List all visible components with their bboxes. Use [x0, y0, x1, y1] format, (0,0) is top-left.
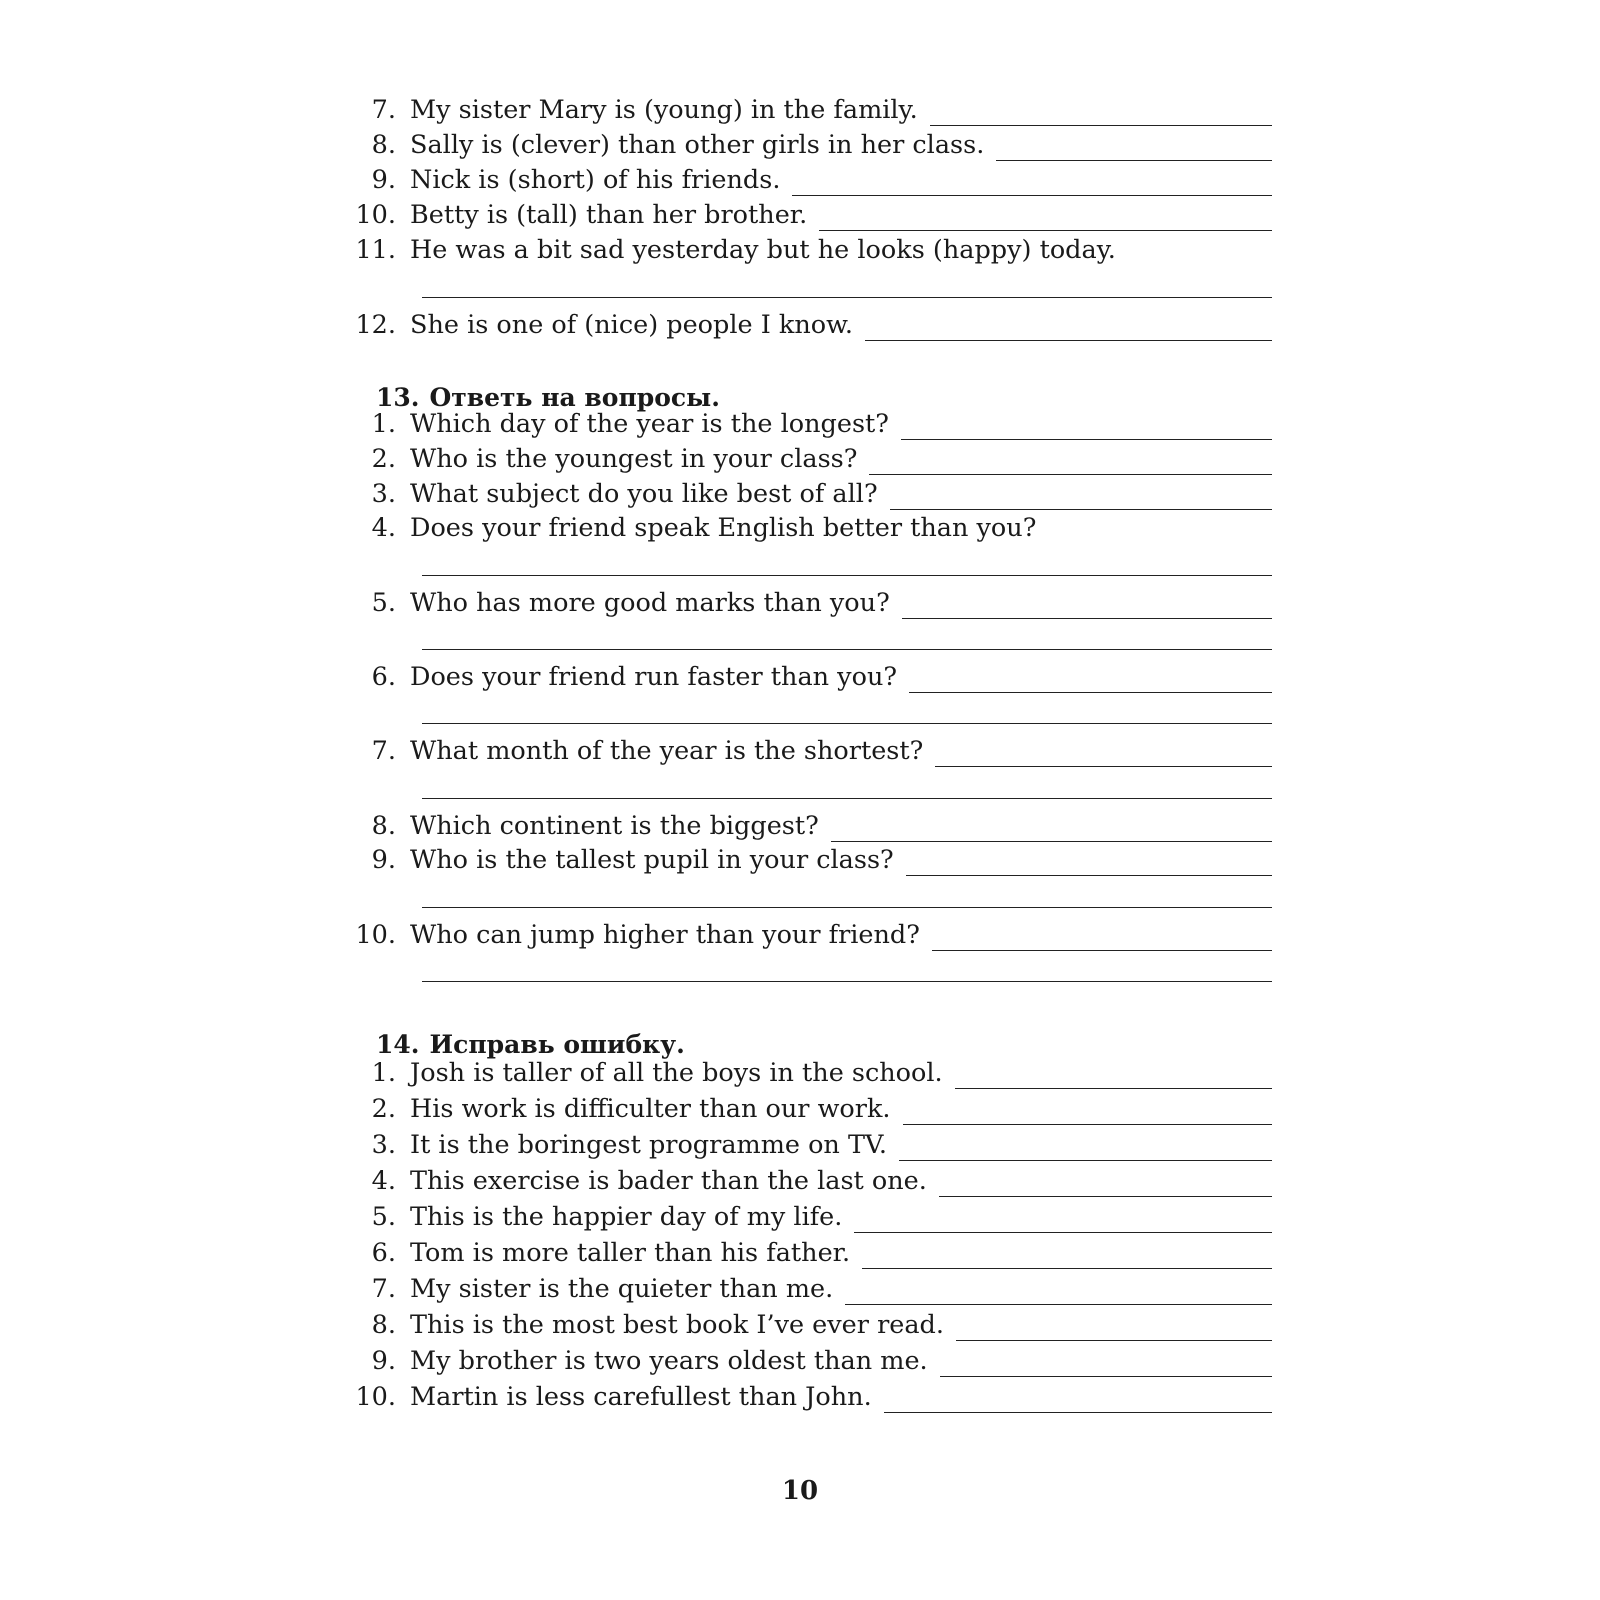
list-item [340, 1199, 1272, 1235]
answer-line[interactable] [902, 588, 1272, 619]
item-text: This exercise is bader than the last one. [410, 1166, 927, 1196]
item-text: Betty is (tall) than her brother. [410, 200, 808, 230]
item-number: 9. [371, 1346, 396, 1376]
item-number: 4. [371, 513, 396, 543]
answer-line[interactable] [901, 409, 1272, 440]
list-item [340, 1127, 1272, 1163]
item-text: What subject do you like best of all? [410, 479, 878, 509]
item-text: Tom is more taller than his father. [410, 1238, 851, 1268]
answer-line[interactable] [422, 648, 1272, 650]
list-item [340, 842, 1272, 878]
item-text: Sally is (clever) than other girls in her class. [410, 130, 985, 160]
list-item [340, 162, 1272, 198]
list-item [340, 1379, 1272, 1415]
list-item [340, 197, 1272, 233]
item-number: 11. [355, 235, 396, 265]
answer-line[interactable] [869, 444, 1272, 475]
list-item [340, 1307, 1272, 1343]
answer-line[interactable] [932, 920, 1272, 951]
answer-line[interactable] [899, 1130, 1272, 1161]
answer-line[interactable] [819, 200, 1272, 231]
item-text: Who has more good marks than you? [410, 588, 890, 618]
answer-line[interactable] [422, 906, 1272, 908]
answer-line[interactable] [422, 797, 1272, 799]
item-text: This is the happier day of my life. [410, 1202, 843, 1232]
item-text: Josh is taller of all the boys in the school. [410, 1058, 943, 1088]
list-item [340, 808, 1272, 844]
item-text: My brother is two years oldest than me. [410, 1346, 928, 1376]
list-item [340, 585, 1272, 621]
page-number: 10 [781, 1476, 819, 1506]
item-text: Who can jump higher than your friend? [410, 920, 920, 950]
list-item [340, 307, 1272, 343]
answer-line[interactable] [854, 1202, 1272, 1233]
answer-line[interactable] [884, 1382, 1272, 1413]
item-text: This is the most best book I’ve ever read. [410, 1310, 944, 1340]
answer-line[interactable] [422, 296, 1272, 298]
answer-line[interactable] [955, 1058, 1272, 1089]
item-number: 4. [371, 1166, 396, 1196]
exercise-number: 13. [376, 383, 420, 412]
answer-line[interactable] [939, 1166, 1272, 1197]
item-text: My sister Mary is (young) in the family. [410, 95, 918, 125]
item-number: 8. [371, 811, 396, 841]
list-item [340, 406, 1272, 442]
list-item [340, 917, 1272, 953]
list-item [340, 1163, 1272, 1199]
answer-line[interactable] [422, 574, 1272, 576]
exercise-number: 14. [376, 1030, 420, 1059]
list-item [340, 659, 1272, 695]
item-number: 10. [355, 200, 396, 230]
answer-line[interactable] [422, 980, 1272, 982]
answer-line[interactable] [862, 1238, 1272, 1269]
item-text: Which continent is the biggest? [410, 811, 819, 841]
item-number: 8. [371, 1310, 396, 1340]
answer-line[interactable] [935, 736, 1272, 767]
list-item [340, 733, 1272, 769]
item-number: 1. [371, 409, 396, 439]
list-item [340, 441, 1272, 477]
answer-line[interactable] [909, 662, 1272, 693]
list-item [340, 92, 1272, 128]
item-number: 9. [371, 165, 396, 195]
item-number: 7. [371, 95, 396, 125]
answer-line[interactable] [792, 165, 1272, 196]
list-item [340, 476, 1272, 512]
list-item [340, 1091, 1272, 1127]
item-number: 2. [371, 1094, 396, 1124]
item-text: Martin is less carefullest than John. [410, 1382, 872, 1412]
answer-line[interactable] [930, 95, 1272, 126]
item-number: 5. [371, 588, 396, 618]
item-number: 10. [355, 1382, 396, 1412]
item-number: 8. [371, 130, 396, 160]
item-number: 3. [371, 479, 396, 509]
item-number: 2. [371, 444, 396, 474]
answer-line[interactable] [845, 1274, 1272, 1305]
item-number: 9. [371, 845, 396, 875]
item-number: 12. [355, 310, 396, 340]
answer-line[interactable] [940, 1346, 1272, 1377]
answer-line[interactable] [831, 811, 1272, 842]
item-number: 10. [355, 920, 396, 950]
item-text: Does your friend speak English better than you? [410, 513, 1037, 543]
list-item [340, 510, 1272, 546]
answer-line[interactable] [956, 1310, 1272, 1341]
answer-line[interactable] [903, 1094, 1272, 1125]
item-number: 3. [371, 1130, 396, 1160]
item-text: Does your friend run faster than you? [410, 662, 898, 692]
answer-line[interactable] [865, 310, 1272, 341]
answer-line[interactable] [890, 479, 1272, 510]
item-number: 1. [371, 1058, 396, 1088]
list-item [340, 1343, 1272, 1379]
list-item [340, 1271, 1272, 1307]
list-item [340, 232, 1272, 268]
item-text: Which day of the year is the longest? [410, 409, 889, 439]
item-number: 7. [371, 736, 396, 766]
item-text: She is one of (nice) people I know. [410, 310, 854, 340]
item-text: Who is the tallest pupil in your class? [410, 845, 894, 875]
answer-line[interactable] [906, 845, 1272, 876]
answer-line[interactable] [996, 130, 1272, 161]
list-item [340, 127, 1272, 163]
answer-line[interactable] [422, 722, 1272, 724]
item-text: Nick is (short) of his friends. [410, 165, 781, 195]
item-number: 6. [371, 662, 396, 692]
item-text: He was a bit sad yesterday but he looks (happy) today. [410, 235, 1116, 265]
list-item [340, 1235, 1272, 1271]
item-text: My sister is the quieter than me. [410, 1274, 834, 1304]
exercise-title: Ответь на вопросы. [429, 383, 720, 412]
exercise-title: Исправь ошибку. [429, 1030, 685, 1059]
item-text: His work is difficulter than our work. [410, 1094, 891, 1124]
list-item [340, 1055, 1272, 1091]
item-number: 6. [371, 1238, 396, 1268]
item-text: What month of the year is the shortest? [410, 736, 924, 766]
item-number: 7. [371, 1274, 396, 1304]
item-number: 5. [371, 1202, 396, 1232]
item-text: Who is the youngest in your class? [410, 444, 858, 474]
item-text: It is the boringest programme on TV. [410, 1130, 888, 1160]
